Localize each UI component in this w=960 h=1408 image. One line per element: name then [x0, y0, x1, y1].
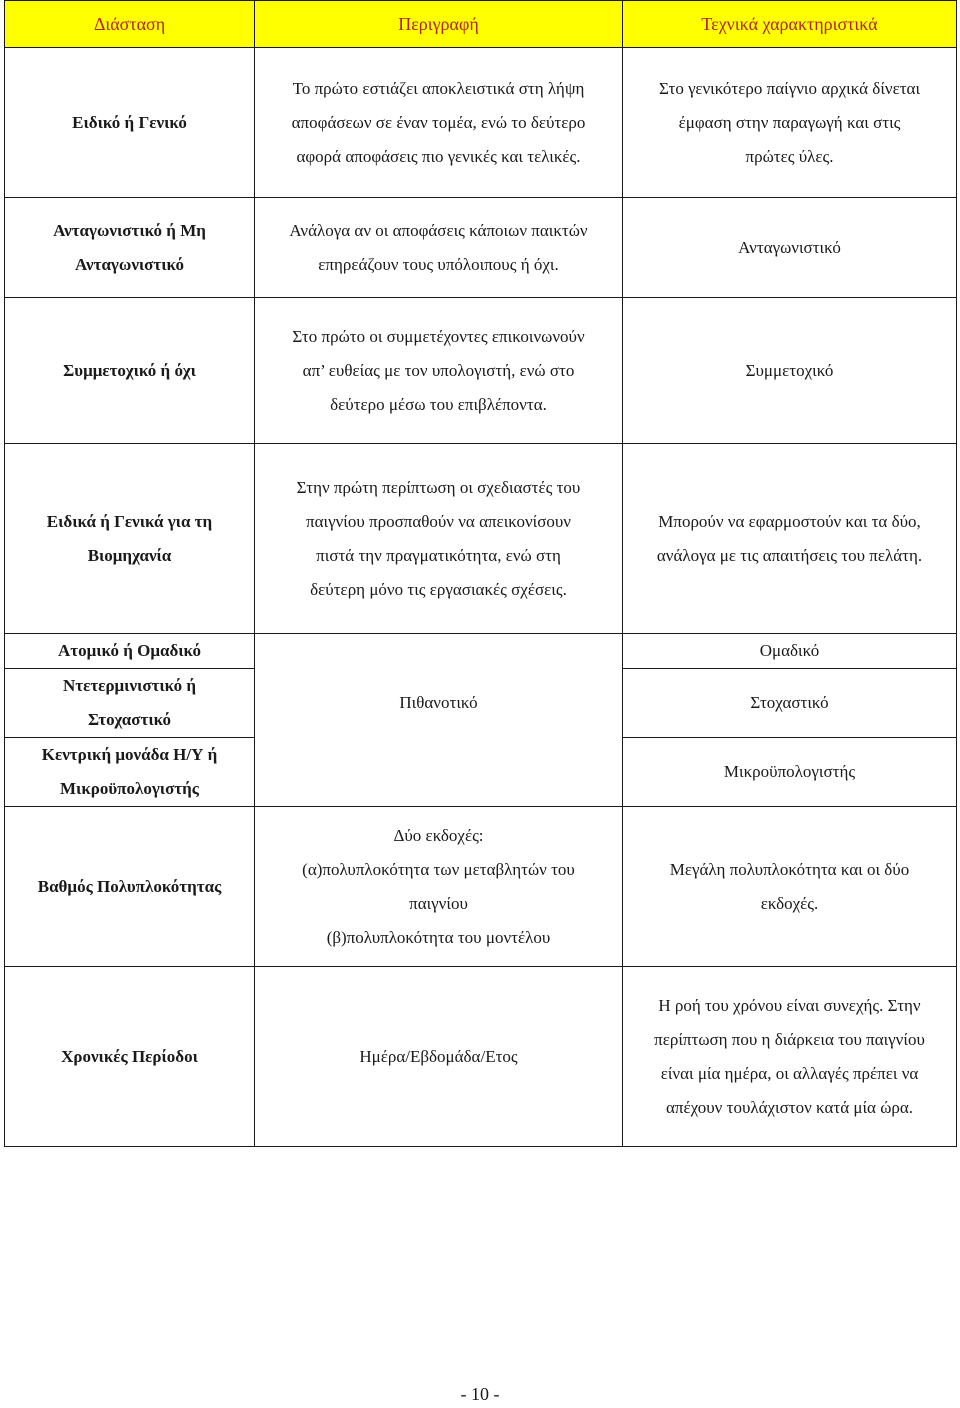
description-cell: [255, 198, 623, 298]
dimension-cell: [5, 48, 255, 198]
cell-line: περίπτωση που η διάρκεια του παιγνίου: [654, 1029, 925, 1049]
table-row: [5, 738, 957, 807]
header-dimension: Διάσταση: [5, 1, 255, 48]
table-row: [5, 444, 957, 634]
cell-line: Μπορούν να εφαρμοστούν και τα δύο,: [658, 511, 921, 531]
cell-line: Ντετερμινιστικό ή: [62, 676, 197, 695]
description-cell: [255, 738, 623, 807]
table-row: [5, 807, 957, 967]
cell-line: Ανταγωνιστικό: [75, 254, 184, 274]
cell-line: δεύτερο μέσω του επιβλέποντα.: [330, 394, 547, 414]
dimension-cell: [5, 198, 255, 298]
cell-line: παιγνίου προσπαθούν να απεικονίσουν: [306, 511, 571, 531]
cell-line: Συμμετοχικό ή όχι: [63, 360, 196, 380]
cell-line: πρώτες ύλες.: [745, 146, 834, 166]
cell-line: Ημέρα/Εβδομάδα/Ετος: [359, 1046, 518, 1066]
table-row: [5, 669, 957, 738]
technical-cell: [623, 669, 957, 738]
cell-line: Η ροή του χρόνου είναι συνεχής. Στην: [658, 995, 921, 1015]
cell-line: Μεγάλη πολυπλοκότητα και οι δύο: [669, 859, 910, 879]
technical-cell: [623, 634, 957, 669]
cell-line: πιστά την πραγματικότητα, ενώ στη: [316, 545, 561, 565]
technical-cell: [623, 444, 957, 634]
cell-line: Ειδικό ή Γενικό: [72, 112, 187, 132]
cell-line: Μικροϋπολογιστής: [723, 762, 856, 781]
cell-line: έμφαση στην παραγωγή και στις: [678, 112, 901, 132]
cell-line: αφορά αποφάσεις πιο γενικές και τελικές.: [296, 146, 581, 166]
technical-cell: [623, 967, 957, 1147]
technical-cell: [623, 298, 957, 444]
dimension-cell: [5, 634, 255, 669]
header-row: [5, 1, 957, 48]
description-cell: [255, 967, 623, 1147]
cell-line: αποφάσεων σε έναν τομέα, ενώ το δεύτερο: [291, 112, 586, 132]
cell-line: Βιομηχανία: [87, 545, 172, 565]
description-cell: [255, 634, 623, 669]
dimension-cell: [5, 444, 255, 634]
description-cell: [255, 807, 623, 967]
cell-line: Ατομικό ή Ομαδικό: [57, 641, 201, 660]
cell-line: Ομαδικό: [759, 641, 820, 660]
table-row: [5, 198, 957, 298]
cell-line: Βαθμός Πολυπλοκότητας: [37, 876, 222, 896]
cell-line: Το πρώτο εστιάζει αποκλειστικά στη λήψη: [292, 78, 585, 98]
cell-line: απέχουν τουλάχιστον κατά μία ώρα.: [665, 1097, 914, 1117]
cell-line: είναι μία ημέρα, οι αλλαγές πρέπει να: [660, 1063, 919, 1083]
cell-line: ανάλογα με τις απαιτήσεις του πελάτη.: [656, 545, 923, 565]
cell-line: Κεντρική μονάδα Η/Υ ή: [41, 745, 218, 764]
description-cell: [255, 298, 623, 444]
description-cell: [255, 444, 623, 634]
table-row: [5, 967, 957, 1147]
dimension-cell: [5, 738, 255, 807]
cell-line: εκδοχές.: [760, 893, 819, 913]
page-number: - 10 -: [460, 1384, 500, 1404]
cell-line: Στο πρώτο οι συμμετέχοντες επικοινωνούν: [292, 326, 585, 346]
dimension-cell: [5, 669, 255, 738]
cell-line: παιγνίου: [409, 893, 468, 913]
cell-line: Στοχαστικό: [750, 693, 829, 712]
cell-line: δεύτερη μόνο τις εργασιακές σχέσεις.: [310, 579, 567, 599]
cell-line: Ανταγωνιστικό: [738, 237, 841, 257]
table-row: [5, 298, 957, 444]
table-row: [5, 634, 957, 669]
cell-line: Στο γενικότερο παίγνιο αρχικά δίνεται: [658, 78, 921, 98]
header-description: Περιγραφή: [255, 1, 623, 48]
cell-line: Συμμετοχικό: [745, 360, 834, 380]
description-cell: [255, 48, 623, 198]
technical-cell: [623, 738, 957, 807]
technical-cell: [623, 198, 957, 298]
description-cell: [255, 669, 623, 738]
cell-line: Ανταγωνιστικό ή Μη: [53, 220, 206, 240]
cell-line: (β)πολυπλοκότητα του μοντέλου: [326, 927, 551, 947]
spec-table: [4, 0, 957, 1147]
cell-line: (α)πολυπλοκότητα των μεταβλητών του: [302, 859, 575, 879]
cell-line: Στην πρώτη περίπτωση οι σχεδιαστές του: [296, 477, 581, 497]
cell-line: Ειδικά ή Γενικά για τη: [46, 511, 213, 531]
cell-line: Χρονικές Περίοδοι: [61, 1046, 198, 1066]
header-technical: Τεχνικά χαρακτηριστικά: [623, 1, 957, 48]
cell-line: Δύο εκδοχές:: [393, 825, 484, 845]
cell-line: Στοχαστικό: [87, 710, 172, 729]
dimension-cell: [5, 298, 255, 444]
technical-cell: [623, 48, 957, 198]
dimension-cell: [5, 967, 255, 1147]
cell-line: Ανάλογα αν οι αποφάσεις κάποιων παικτών: [289, 220, 588, 240]
cell-line: Μικροϋπολογιστής: [60, 779, 199, 798]
table-row: [5, 48, 957, 198]
dimension-cell: [5, 807, 255, 967]
technical-cell: [623, 807, 957, 967]
cell-line: απ’ ευθείας με τον υπολογιστή, ενώ στο: [302, 360, 575, 380]
cell-line: Πιθανοτικό: [399, 693, 478, 712]
cell-line: επηρεάζουν τους υπόλοιπους ή όχι.: [318, 254, 559, 274]
